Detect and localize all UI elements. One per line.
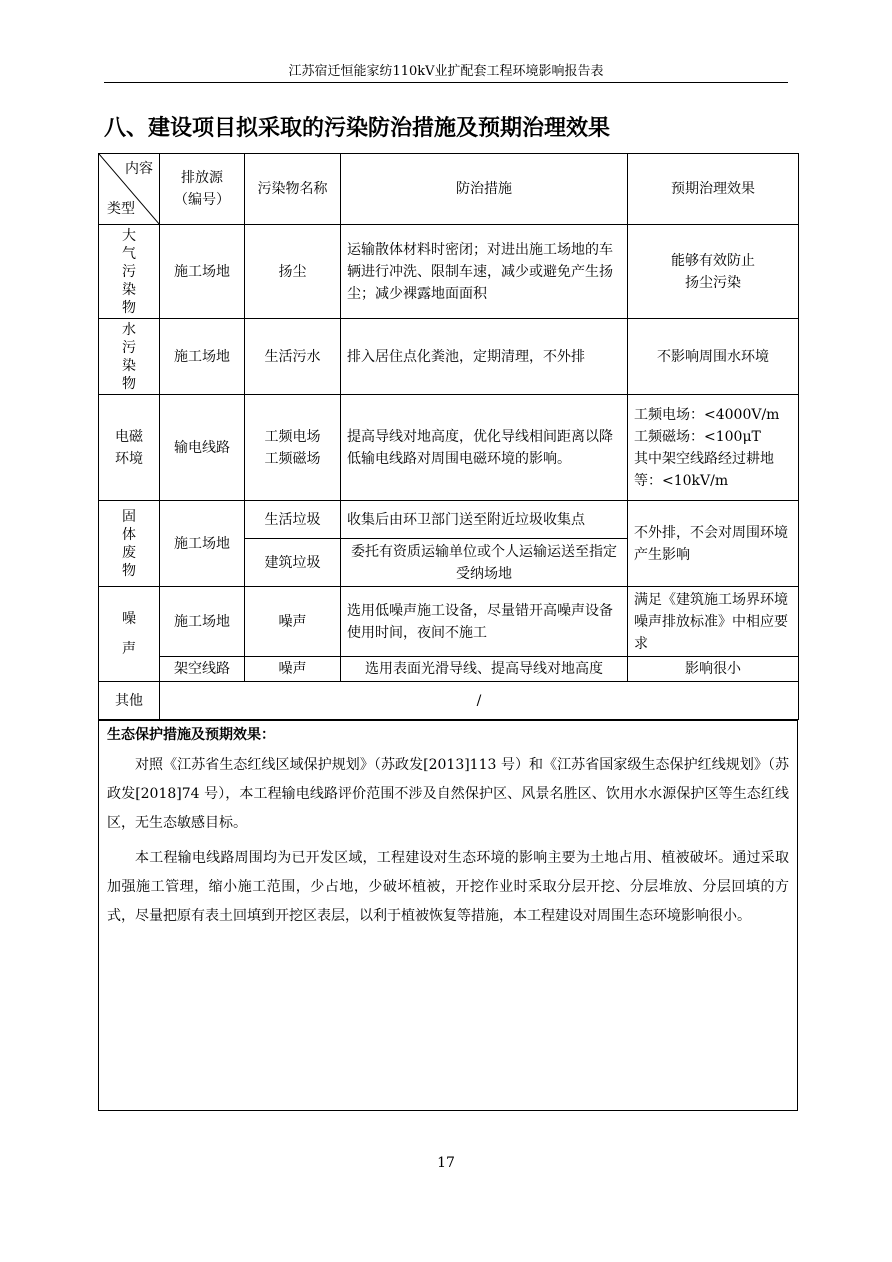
type-air-char: 染 [122, 281, 136, 298]
type-solid-char: 废 [122, 544, 136, 561]
effect-air [628, 225, 799, 319]
type-em [99, 395, 160, 501]
pollutant-noise-b: 噪声 [245, 657, 341, 682]
table-row-solid-a [99, 501, 799, 539]
type-water-char: 物 [122, 375, 136, 392]
effect-em [628, 395, 799, 501]
measures-solid-b: 委托有资质运输单位或个人运输运送至指定受纳场地 [341, 539, 628, 587]
type-air-char: 大 [122, 227, 136, 244]
effect-em-line: 其中架空线路经过耕地等：<10kV/m [634, 450, 774, 489]
header-pollutant: 污染物名称 [245, 154, 341, 225]
header-source-line1: 排放源 [181, 170, 223, 186]
header-source [160, 154, 245, 225]
pollutant-water: 生活污水 [245, 319, 341, 395]
source-air: 施工场地 [160, 225, 245, 319]
type-air-char: 污 [122, 263, 136, 280]
type-solid-char: 体 [122, 526, 136, 543]
source-solid: 施工场地 [160, 501, 245, 587]
measures-noise-b: 选用表面光滑导线、提高导线对地高度 [341, 657, 628, 682]
measures-water: 排入居住点化粪池，定期清理，不外排 [341, 319, 628, 395]
pollutant-em-line1: 工频电场 [264, 428, 321, 445]
page-number: 17 [437, 1155, 455, 1171]
type-water-char: 污 [122, 339, 136, 356]
eco-title: 生态保护措施及预期效果： [107, 727, 275, 743]
pollutant-noise-a: 噪声 [245, 587, 341, 657]
header-source-line2: （编号） [174, 192, 230, 208]
table-row-air [99, 225, 799, 319]
eco-paragraph-2: 本工程输电线路周围均为已开发区域，工程建设对生态环境的影响主要为土地占用、植被破坏。通过采取加强施工管理，缩小施工范围，少占地，少破坏植被，开挖作业时采取分层开挖、分层堆放、分层回填的方式，尽量把原有表土回填到开挖区表层，以利于植被恢复等措施，本工程建设对周围生态环境影响很小。 [107, 850, 789, 924]
type-em-line2: 环境 [115, 450, 143, 467]
measures-noise-a: 选用低噪声施工设备，尽量错开高噪声设备使用时间，夜间不施工 [341, 587, 628, 657]
table-row-other [99, 682, 799, 720]
header-effect: 预期治理效果 [628, 154, 799, 225]
type-noise [99, 587, 160, 682]
pollutant-air: 扬尘 [245, 225, 341, 319]
eco-protection-section [98, 719, 798, 1111]
type-solid-char: 固 [122, 508, 136, 525]
effect-air-line2: 扬尘污染 [685, 274, 741, 291]
table-header-row [99, 154, 799, 225]
table-row-noise-a [99, 587, 799, 657]
source-noise-b: 架空线路 [160, 657, 245, 682]
pollutant-em [245, 395, 341, 501]
diag-bottom-label: 类型 [107, 201, 135, 217]
measures-table [98, 153, 799, 720]
type-air-char: 气 [122, 245, 136, 262]
effect-solid: 不外排，不会对周围环境产生影响 [628, 501, 799, 587]
effect-noise-b: 影响很小 [628, 657, 799, 682]
measures-em: 提高导线对地高度，优化导线相间距离以降低输电线路对周围电磁环境的影响。 [341, 395, 628, 501]
table-row-em [99, 395, 799, 501]
source-water: 施工场地 [160, 319, 245, 395]
value-other: / [160, 682, 799, 720]
type-water-char: 染 [122, 357, 136, 374]
measures-air: 运输散体材料时密闭；对进出施工场地的车辆进行冲洗、限制车速，减少或避免产生扬尘；减少裸露地面面积 [341, 225, 628, 319]
header-measures: 防治措施 [341, 154, 628, 225]
effect-em-line: 工频电场：<4000V/m [634, 406, 780, 423]
type-noise-char: 声 [122, 641, 136, 657]
table-row-noise-b [99, 657, 799, 682]
table-row-water [99, 319, 799, 395]
type-air-char: 物 [122, 299, 136, 316]
diagonal-header-cell [99, 154, 160, 225]
section-title: 八、建设项目拟采取的污染防治措施及预期治理效果 [104, 116, 611, 141]
effect-noise-a: 满足《建筑施工场界环境噪声排放标准》中相应要求 [628, 587, 799, 657]
page-header: 江苏宿迁恒能家纺110kV业扩配套工程环境影响报告表 [104, 62, 788, 83]
type-water [99, 319, 160, 395]
pollutant-em-line2: 工频磁场 [264, 450, 321, 467]
type-noise-char: 噪 [122, 611, 136, 627]
effect-air-line1: 能够有效防止 [671, 252, 755, 269]
eco-paragraph-1: 对照《江苏省生态红线区域保护规划》（苏政发[2013]113 号）和《江苏省国家级生态保护红线规划》（苏政发[2018]74 号），本工程输电线路评价范围不涉及自然保护区、风景名胜区、饮用水水源保护区等生态红线区，无生态敏感目标。 [107, 757, 789, 831]
type-solid-char: 物 [122, 562, 136, 579]
type-em-line1: 电磁 [115, 428, 143, 445]
source-em: 输电线路 [160, 395, 245, 501]
source-noise-a: 施工场地 [160, 587, 245, 657]
effect-em-line: 工频磁场：<100μT [634, 428, 761, 445]
type-water-char: 水 [122, 321, 136, 338]
type-air [99, 225, 160, 319]
pollutant-solid-a: 生活垃圾 [245, 501, 341, 539]
pollutant-solid-b: 建筑垃圾 [245, 539, 341, 587]
type-other: 其他 [99, 682, 160, 720]
diag-top-label: 内容 [125, 161, 153, 177]
effect-water: 不影响周围水环境 [628, 319, 799, 395]
type-solid [99, 501, 160, 587]
measures-solid-a: 收集后由环卫部门送至附近垃圾收集点 [341, 501, 628, 539]
